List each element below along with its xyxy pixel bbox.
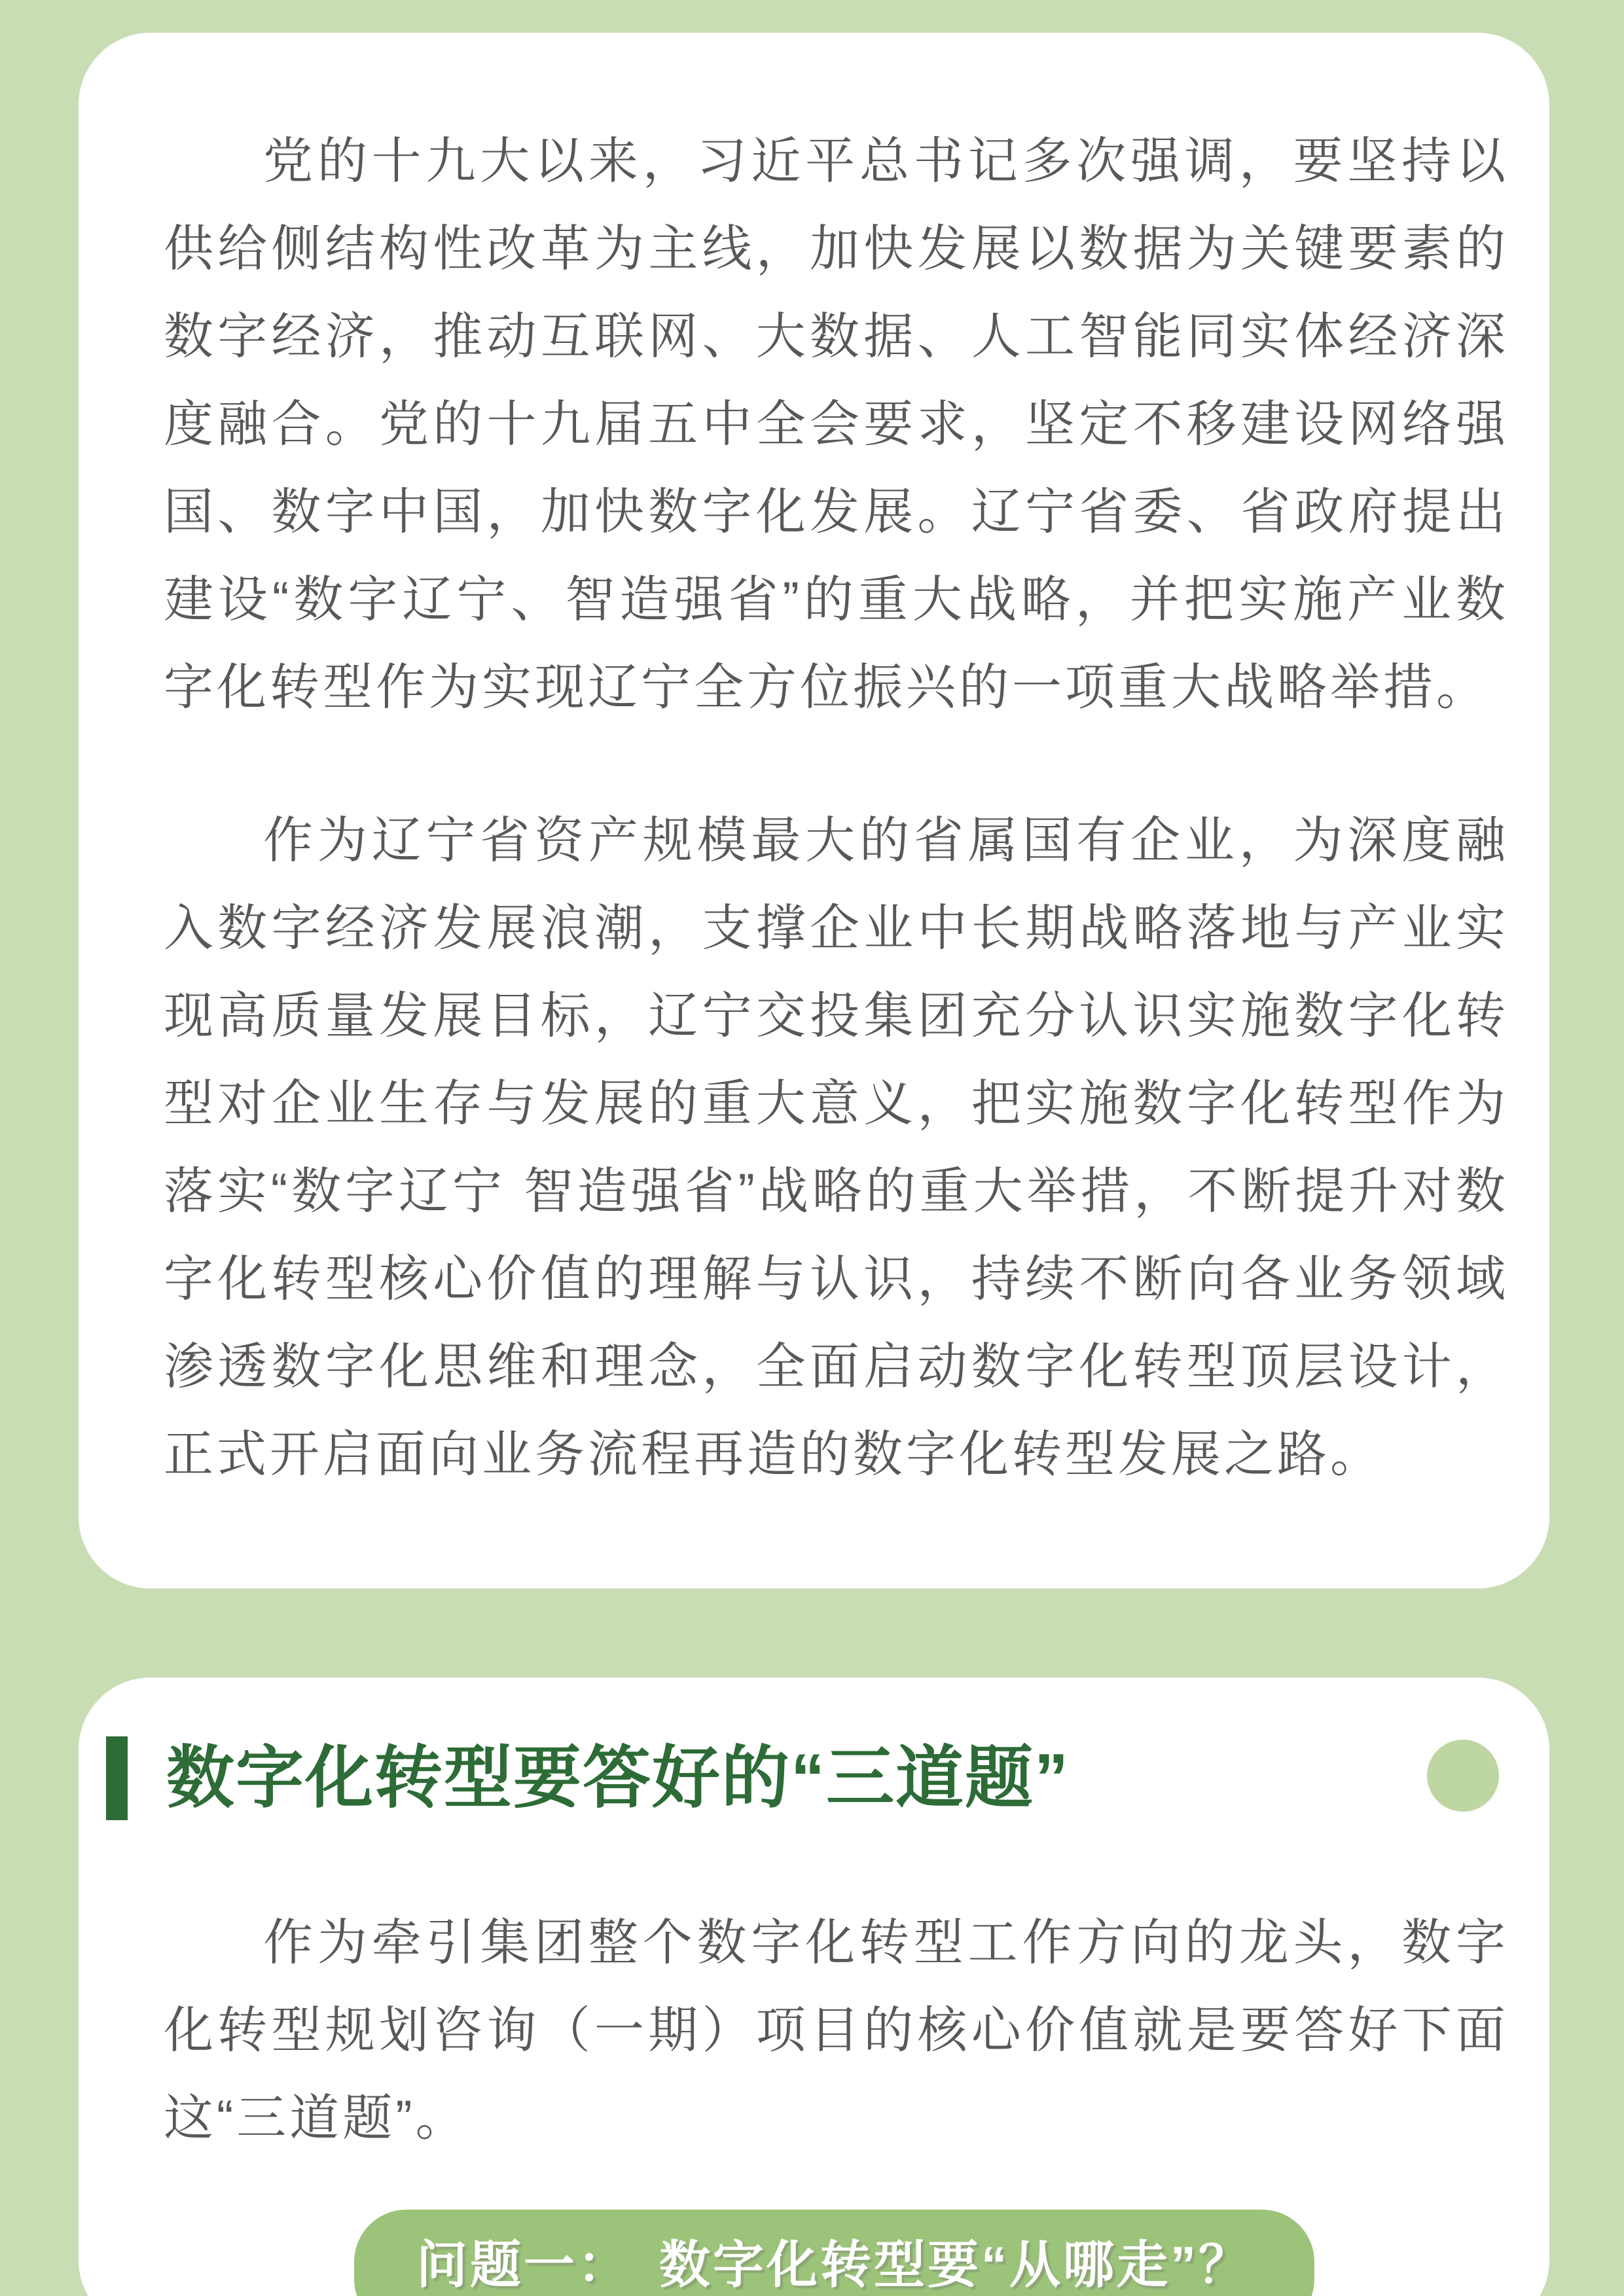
question-one-badge-label: 问题一： 数字化转型要“从哪走”？ xyxy=(416,2236,1252,2293)
intro-paragraph-2: 作为辽宁省资产规模最大的省属国有企业，为深度融入数字经济发展浪潮，支撑企业中长期战略落地与产业实现高质量发展目标，辽宁交投集团充分认识实施数字化转型对企业生存与发展的重大意义，把实施数字化转型作为落实“数字辽宁 智造强省”战略的重大举措，不断提升对数字化转型核心价值的理解与认识，持续不断向各业务领域渗透数字化思维和理念，全面启动数字化转型顶层设计，正式开启面向业务流程再造的数字化转型发展之路。 xyxy=(164,813,1509,1482)
intro-card xyxy=(79,33,1549,1588)
section-paragraph: 作为牵引集团整个数字化转型工作方向的龙头，数字化转型规划咨询（一期）项目的核心价值就是要答好下面这“三道题”。 xyxy=(164,1915,1509,2146)
question-one-badge xyxy=(354,2210,1314,2296)
intro-paragraph-1: 党的十九大以来，习近平总书记多次强调，要坚持以供给侧结构性改革为主线，加快发展以数据为关键要素的数字经济，推动互联网、大数据、人工智能同实体经济深度融合。党的十九届五中全会要求，坚定不移建设网络强国、数字中国，加快数字化发展。辽宁省委、省政府提出建设“数字辽宁、智造强省”的重大战略，并把实施产业数字化转型作为实现辽宁全方位振兴的一项重大战略举措。 xyxy=(164,134,1509,715)
title-accent-bar xyxy=(106,1736,128,1820)
circle-decoration xyxy=(1427,1740,1499,1812)
section-title: 数字化转型要答好的“三道题” xyxy=(166,1740,1070,1816)
section-card xyxy=(79,1677,1549,2296)
